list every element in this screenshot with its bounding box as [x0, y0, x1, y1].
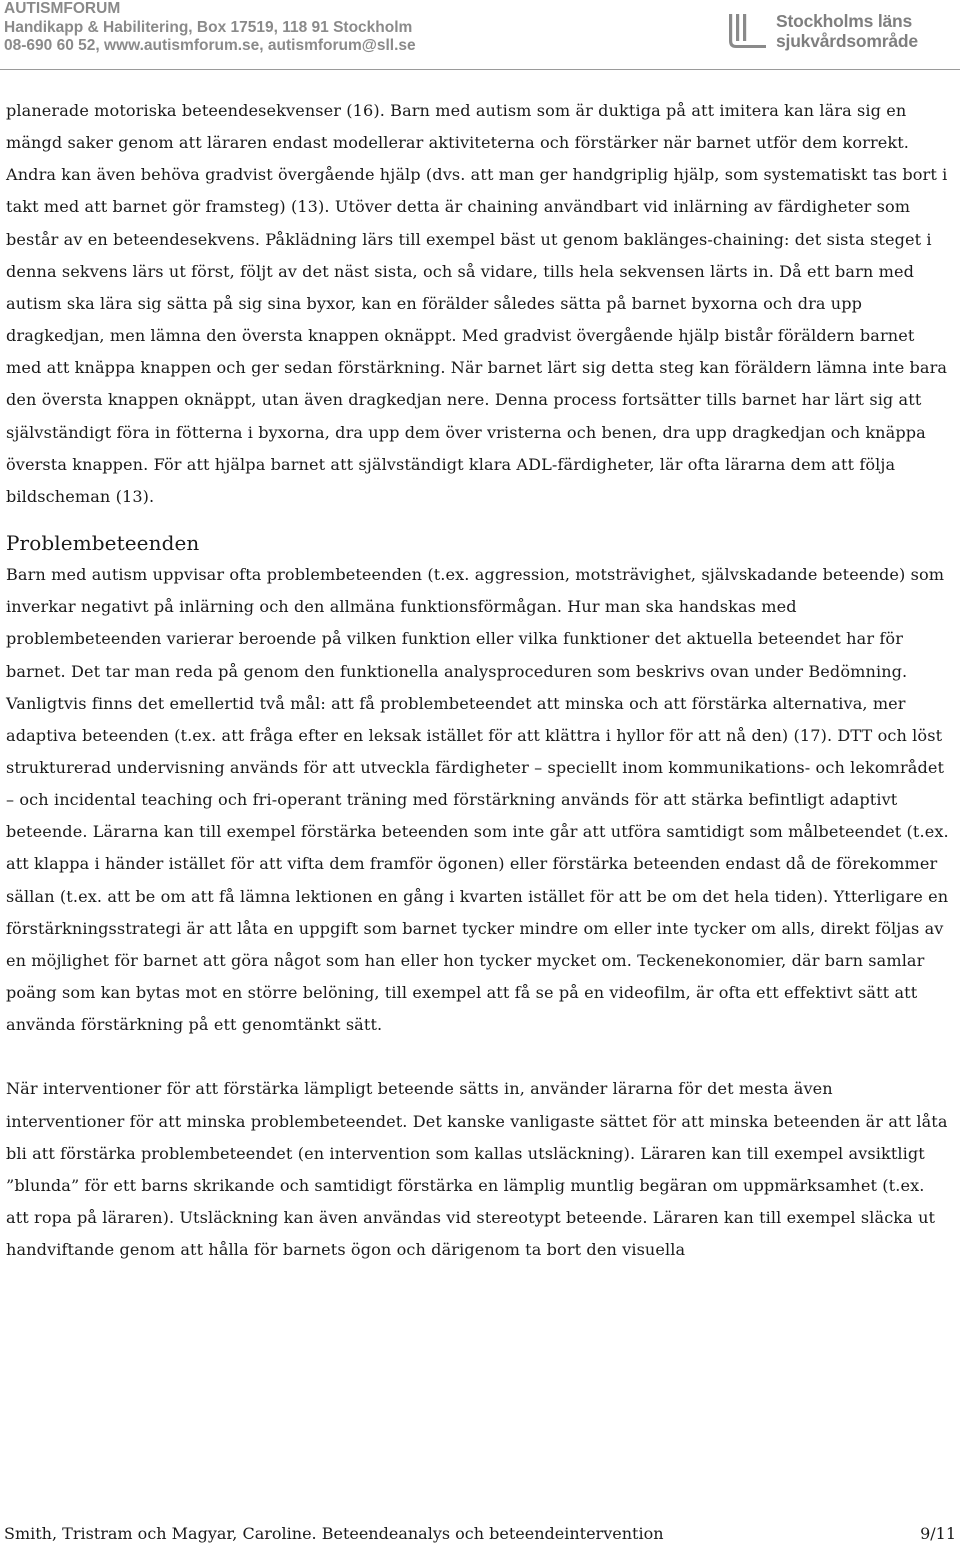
- header-contact-block: [4, 0, 416, 56]
- header-org: AUTISMFORUM: [4, 0, 121, 17]
- stockholm-county-logo-icon: [726, 12, 770, 52]
- section-heading: Problembeteenden: [6, 531, 200, 556]
- county-logo: [726, 10, 926, 60]
- header-address: Handikapp & Habilitering, Box 17519, 118 91 Stockholm: [4, 18, 413, 36]
- header-contact: 08-690 60 52, www.autismforum.se, autismforum@sll.se: [4, 37, 416, 54]
- paragraph-1: planerade motoriska beteendesekvenser (16). Barn med autism som är duktiga på att imitera kan lära sig en mängd saker genom att läraren endast modellerar aktiviteterna och förstärker när barnet utför dem korrekt. Andra kan även behöva gradvist övergående hjälp (dvs. att man ger handgriplig hjälp, som systematiskt tas bort i takt med att barnet gör framsteg) (13). Utöver detta är chaining användbart vid inlärning av färdigheter som består av en beteendesekvens. Påklädning lärs till exempel bäst ut genom baklänges-chaining: det sista steget i denna sekvens lärs ut först, följt av det näst sista, och så vidare, tills hela sekvensen lärts in. Då ett barn med autism ska lära sig sätta på sig sina byxor, kan en förälder således sätta på barnet byxorna och dra upp dragkedjan, men lämna den översta knappen oknäppt. Med gradvist övergående hjälp bistår föräldern barnet med att knäppa knappen och ger sedan förstärkning. När barnet lärt sig detta steg kan föräldern lämna inte bara den översta knappen oknäppt, utan även dragkedjan nere. Denna process fortsätter tills barnet har lärt sig att självständigt föra in fötterna i byxorna, dra upp dem över vristerna och benen, dra upp dragkedjan och knäppa översta knappen. För att hjälpa barnet att självständigt klara ADL-färdigheter, lär ofta lärarna dem att följa bildscheman (13).: [6, 101, 948, 506]
- logo-line-2: sjukvårdsområde: [776, 31, 918, 51]
- logo-wordmark: [776, 11, 918, 51]
- paragraph-3: När interventioner för att förstärka lämpligt beteende sätts in, använder lärarna för det mesta även interventioner för att minska problembeteendet. Det kanske vanligaste sättet för att minska beteenden är att låta bli att förstärka problembeteendet (en intervention som kallas utsläckning). Läraren kan till exempel avsiktligt ”blunda” för ett barns skrikande och samtidigt förstärka en lämplig muntlig begäran om uppmärksamhet (t.ex. att ropa på läraren). Utsläckning kan även användas vid stereotypt beteende. Läraren kan till exempel släcka ut handviftande genom att hålla för barnets ögon och därigenom ta bort den visuella: [6, 1079, 948, 1260]
- page-header: [0, 0, 960, 72]
- header-divider: [0, 69, 960, 70]
- logo-line-1: Stockholms läns: [776, 11, 913, 31]
- page-footer: [4, 1522, 960, 1546]
- footer-citation: Smith, Tristram och Magyar, Caroline. Beteendeanalys och beteendeintervention: [4, 1524, 664, 1543]
- paragraph-2: Barn med autism uppvisar ofta problembeteenden (t.ex. aggression, motsträvighet, självskadande beteende) som inverkar negativt på inlärning och den allmäna funktionsförmågan. Hur man ska handskas med problembeteenden varierar beroende på vilken funktion eller vilka funktioner det aktuella beteendet har för barnet. Det tar man reda på genom den funktionella analysproceduren som beskrivs ovan under Bedömning. Vanligtvis finns det emellertid två mål: att få problembeteendet att minska och att förstärka alternativa, mer adaptiva beteenden (t.ex. att fråga efter en leksak istället för att klättra i hyllor för att nå den) (17). DTT och löst strukturerad undervisning används för att utveckla färdigheter – speciellt inom kommunikations- och lekområdet – och incidental teaching och fri-operant träning med förstärkning används för att stärka befintligt adaptivt beteende. Lärarna kan till exempel förstärka beteenden som inte går att utföra samtidigt som målbeteendet (t.ex. att klappa i händer istället för att vifta dem framför ögonen) eller förstärka beteenden endast då de förekommer sällan (t.ex. att be om att få lämna lektionen en gång i kvarten istället för att be om det hela tiden). Ytterligare en förstärkningsstrategi är att låta en uppgift som barnet tycker mindre om eller inte tycker om alls, direkt följas av en möjlighet för barnet att göra något som han eller hon tycker mycket om. Teckenekonomier, där barn samlar poäng som kan bytas mot en större belöning, till exempel att få se på en videofilm, är ofta ett effektivt sätt att använda förstärkning på ett genomtänkt sätt.: [6, 565, 949, 1035]
- document-body: [6, 95, 951, 1266]
- page-number: 9/11: [920, 1524, 956, 1543]
